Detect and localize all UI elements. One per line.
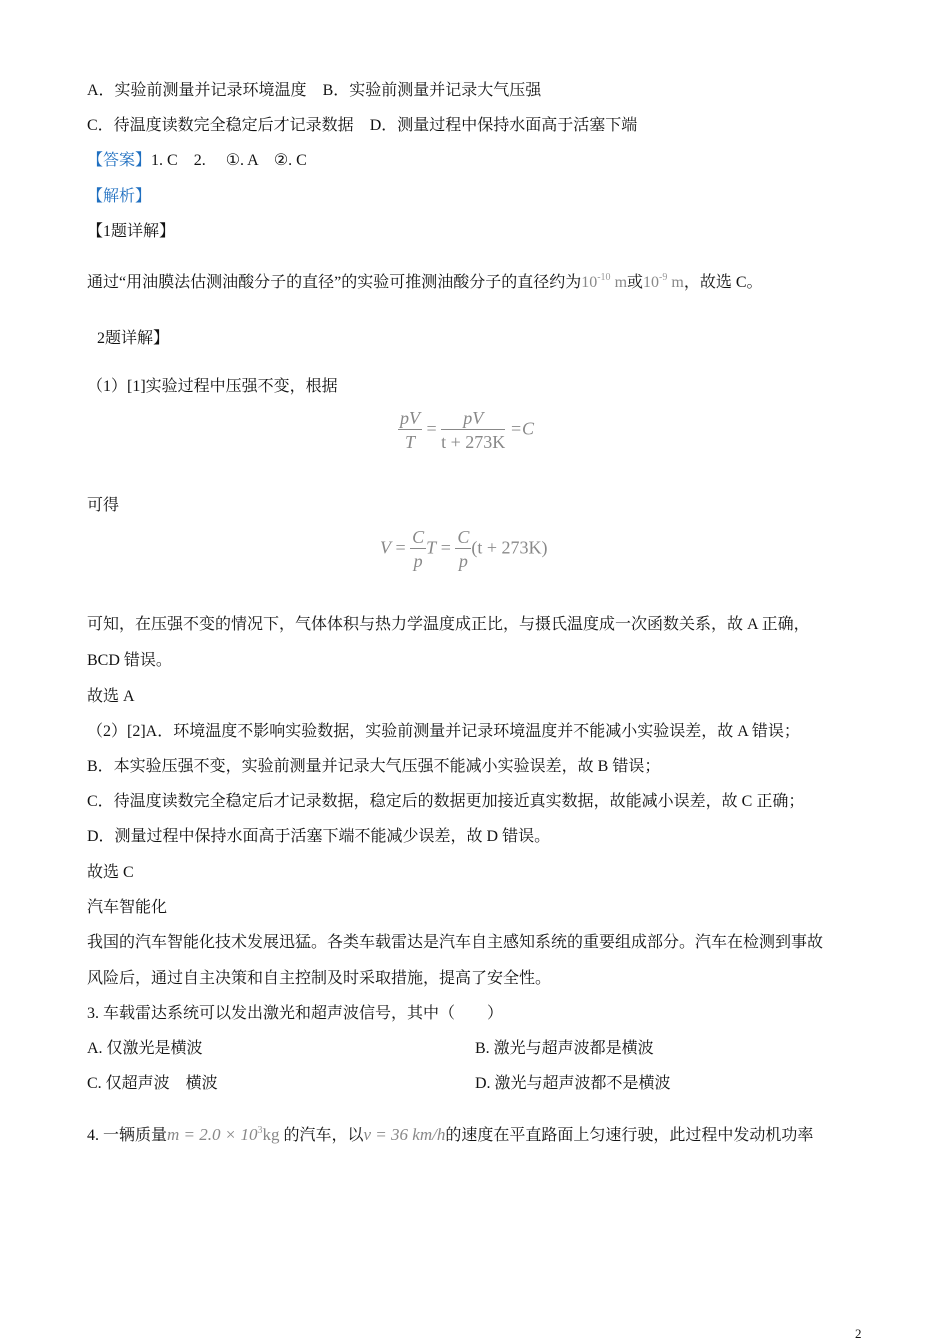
q3-option-a: A. 仅激光是横波 — [87, 1040, 203, 1057]
answer-line — [87, 150, 307, 172]
detail2-p8: C．待温度读数完全稳定后才记录数据，稳定后的数据更加接近真实数据，故能减小误差，故 C 正确； — [87, 793, 805, 810]
eq2-f1-den: p — [413, 551, 423, 571]
detail2-p6: （2）[2]A．环境温度不影响实验数据，实验前测量并记录环境温度并不能减小实验误差，故 A 错误； — [87, 723, 800, 740]
q4-suffix: 的速度在平直路面上匀速行驶，此过程中发动机功率 — [445, 1127, 814, 1144]
eq2-t: T — [426, 537, 437, 558]
option-row-cd — [87, 115, 637, 137]
q3-option-d: D. 激光与超声波都不是横波 — [475, 1075, 671, 1092]
eq2-equals-2: = — [440, 537, 451, 558]
detail1-text-before: 通过“用油膜法估测油酸分子的直径”的实验可推测油酸分子的直径约为 — [87, 274, 582, 291]
section-title: 汽车智能化 — [87, 899, 168, 916]
q4-prefix: 4. 一辆质量 — [87, 1127, 168, 1144]
detail2-heading: 2题详解】 — [97, 330, 170, 347]
eq2-f1-num: C — [412, 527, 425, 547]
answer-text: 1. C 2. ①. A ②. C — [151, 152, 307, 169]
val2-base: 10 — [643, 274, 660, 291]
eq1-mid-den: t + 273K — [441, 432, 506, 452]
option-row-ab — [87, 80, 541, 102]
val2-unit: m — [671, 274, 684, 291]
eq2-paren: (t + 273K) — [471, 537, 548, 558]
q4-mass-expr: m = 2.0 × 10 — [167, 1125, 258, 1144]
value-1e-10 — [581, 274, 627, 291]
eq2-f2-num: C — [457, 527, 470, 547]
detail1-text — [87, 267, 763, 294]
section-intro-2: 风险后，通过自主决策和自主控制及时采取措施，提高了安全性。 — [87, 970, 552, 987]
q3-option-b: B. 激光与超声波都是横波 — [475, 1040, 654, 1057]
page-number: 2 — [855, 1326, 862, 1341]
q4-mid: 的汽车，以 — [283, 1127, 364, 1144]
equation-1 — [398, 408, 534, 453]
eq1-equals: = — [426, 418, 437, 439]
eq2-f2-den: p — [458, 551, 468, 571]
eq1-mid-num: pV — [441, 408, 505, 430]
option-a: A．实验前测量并记录环境温度 — [87, 82, 307, 99]
q4-speed: v = 36 km/h — [363, 1125, 446, 1144]
value-1e-9 — [643, 274, 684, 291]
or-text: 或 — [627, 274, 644, 291]
option-d: D．测量过程中保持水面高于活塞下端 — [369, 117, 638, 134]
val2-exp: -9 — [659, 272, 668, 283]
detail1-text-after: ，故选 C。 — [683, 274, 763, 291]
detail2-p5: 故选 A — [87, 688, 135, 705]
val1-exp: -10 — [597, 272, 611, 283]
detail2-p3: 可知，在压强不变的情况下，气体体积与热力学温度成正比，与摄氏温度成一次函数关系，故 A 正确， — [87, 616, 810, 633]
option-b: B．实验前测量并记录大气压强 — [322, 82, 542, 99]
q4-stem — [87, 1120, 813, 1147]
q3-stem: 3. 车载雷达系统可以发出激光和超声波信号，其中（ ） — [87, 1005, 504, 1022]
detail2-p7: B．本实验压强不变，实验前测量并记录大气压强不能减小实验误差，故 B 错误； — [87, 758, 661, 775]
q4-mass-exp: 3 — [257, 1125, 263, 1136]
val1-unit: m — [614, 274, 628, 291]
detail2-p2: 可得 — [87, 497, 120, 514]
option-c: C．待温度读数完全稳定后才记录数据 — [87, 117, 354, 134]
section-intro-1: 我国的汽车智能化技术发展迅猛。各类车载雷达是汽车自主感知系统的重要组成部分。汽车在检测到事故 — [87, 934, 824, 951]
detail1-heading: 【1题详解】 — [87, 223, 176, 240]
q3-option-c: C. 仅超声波 横波 — [87, 1075, 218, 1092]
q4-mass-unit: kg — [262, 1125, 280, 1144]
q4-mass — [167, 1125, 279, 1144]
detail2-p4: BCD 错误。 — [87, 652, 172, 669]
detail2-p10: 故选 C — [87, 864, 134, 881]
eq1-lhs-num: pV — [400, 408, 420, 428]
eq1-rhs: =C — [509, 418, 534, 439]
detail2-p1: （1）[1]实验过程中压强不变，根据 — [87, 378, 338, 395]
equation-2 — [380, 527, 548, 572]
detail2-p9: D．测量过程中保持水面高于活塞下端不能减少误差，故 D 错误。 — [87, 828, 551, 845]
val1-base: 10 — [581, 274, 598, 291]
eq1-lhs-den: T — [404, 432, 415, 452]
answer-label: 【答案】 — [87, 152, 152, 169]
eq2-equals-1: = — [395, 537, 406, 558]
analysis-label: 【解析】 — [87, 188, 152, 205]
eq2-v: V — [380, 537, 391, 558]
